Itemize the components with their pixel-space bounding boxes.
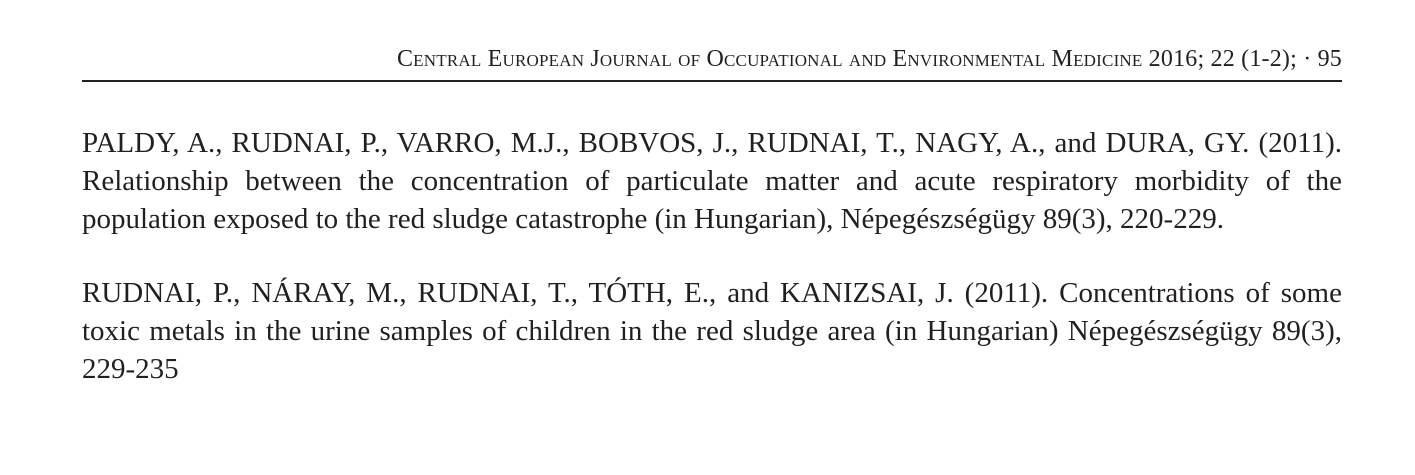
reference-entry: PALDY, A., RUDNAI, P., VARRO, M.J., BOBVOS, J., RUDNAI, T., NAGY, A., and DURA, GY. (2011). Relationship between the concentration of particulate matter and acute respiratory morbidity of the population exposed to the red sludge catastrophe (in Hungarian), Népegészségügy 89(3), 220-229. bbox=[82, 127, 1342, 235]
running-header: Central European Journal of Occupational and Environmental Medicine 2016; 22 (1-2); · 95 bbox=[396, 46, 1342, 72]
header-rule bbox=[82, 80, 1342, 82]
reference-list bbox=[82, 124, 1342, 388]
reference-entry: RUDNAI, P., NÁRAY, M., RUDNAI, T., TÓTH, E., and KANIZSAI, J. (2011). Concentrations of some toxic metals in the urine samples of children in the red sludge area (in Hungarian) Népegészségügy 89(3), 229-235 bbox=[82, 277, 1342, 385]
